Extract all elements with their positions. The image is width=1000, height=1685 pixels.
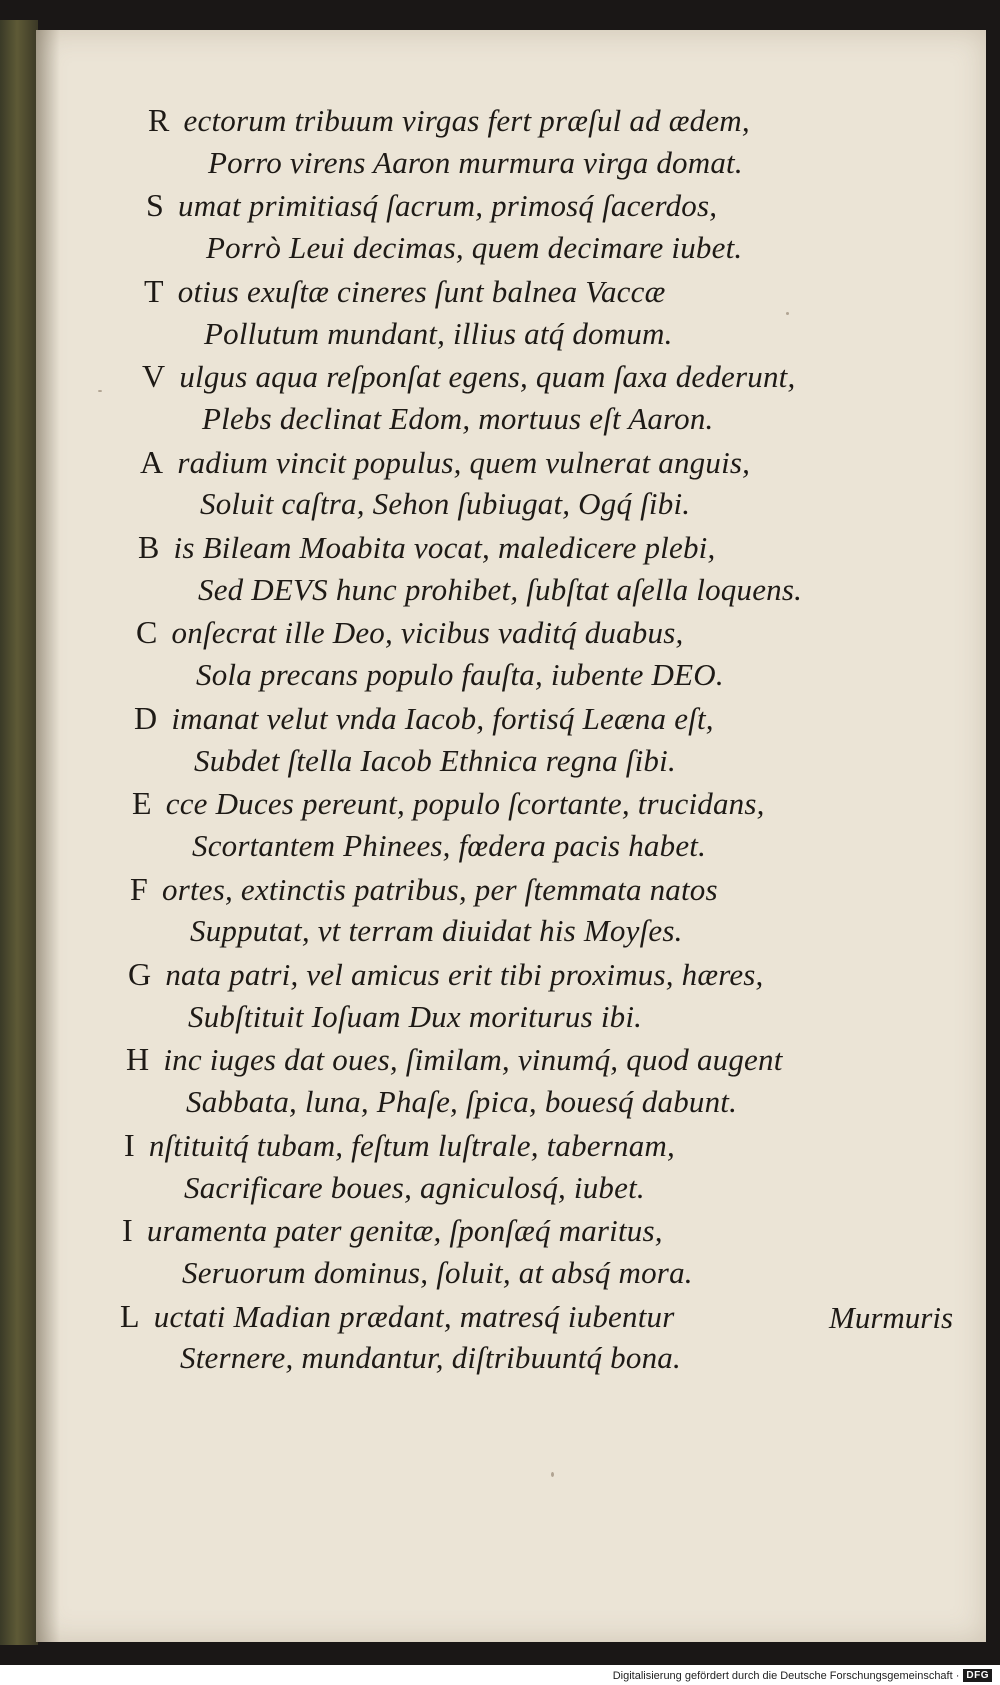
verse-text: Sola precans populo fauſta, iubente DEO. — [196, 657, 724, 693]
verse-line — [124, 1127, 675, 1164]
verse-line — [130, 871, 718, 908]
verse-text: is Bileam Moabita vocat, maledicere plebi, — [173, 530, 716, 565]
verse-text: ortes, extinctis patribus, per ſtemmata natos — [162, 871, 718, 907]
verse-initial: T — [144, 272, 164, 309]
verse-continuation-line — [180, 1340, 681, 1376]
verse-continuation-line — [184, 1170, 645, 1206]
book-page — [36, 30, 986, 1642]
verse-initial: C — [136, 614, 158, 651]
verse-line — [142, 358, 795, 395]
verse-line — [122, 1212, 663, 1249]
dfg-logo: DFG — [963, 1669, 992, 1682]
verse-continuation-line — [196, 657, 724, 693]
verse-text: Soluit caſtra, Sehon ſubiugat, Ogq́ ſibi. — [200, 486, 691, 522]
verse-initial: R — [148, 102, 170, 138]
verse-line — [120, 1298, 674, 1335]
verse-text: Sacrificare boues, agniculosq́, iubet. — [184, 1169, 645, 1205]
verse-continuation-line — [186, 1084, 737, 1120]
book-spine — [0, 20, 38, 1645]
verse-text: Subdet ſtella Iacob Ethnica regna ſibi. — [194, 742, 676, 778]
verse-text: imanat velut vnda Iacob, fortisq́ Leæna eſt, — [171, 700, 714, 736]
verse-text: ectorum tribuum virgas fert præſul ad ædem, — [183, 103, 750, 138]
verse-initial: I — [122, 1212, 133, 1249]
verse-continuation-line — [198, 572, 802, 608]
verse-list — [36, 30, 986, 1642]
verse-text: Subſtituit Ioſuam Dux moriturus ibi. — [188, 998, 643, 1034]
verse-text: Scortantem Phinees, fœdera pacis habet. — [192, 827, 707, 863]
page-gutter-shadow — [36, 30, 60, 1642]
verse-text: Sabbata, luna, Phaſe, ſpica, bouesq́ dabunt. — [186, 1084, 738, 1120]
verse-line — [132, 785, 765, 822]
verse-initial: E — [132, 785, 152, 822]
verse-line — [140, 444, 750, 481]
verse-line — [136, 614, 683, 651]
verse-text: ulgus aqua reſponſat egens, quam ſaxa dederunt, — [179, 359, 796, 395]
catchword: Murmuris — [829, 1300, 954, 1335]
verse-initial: B — [138, 529, 160, 565]
verse-continuation-line — [182, 1255, 693, 1291]
verse-line — [146, 187, 717, 224]
verse-text: otius exuſtæ cineres ſunt balnea Vaccæ — [177, 273, 666, 309]
verse-text: Supputat, vt terram diuidat his Moyſes. — [190, 913, 683, 949]
verse-initial: H — [126, 1041, 150, 1078]
verse-continuation-line — [204, 316, 673, 352]
verse-initial: G — [128, 956, 152, 992]
verse-continuation-line — [194, 743, 676, 779]
verse-line — [138, 529, 715, 566]
verse-line — [148, 102, 750, 139]
footer-text: Digitalisierung gefördert durch die Deutsche Forschungsgemeinschaft · — [612, 1669, 960, 1682]
verse-text: Pollutum mundant, illius atq́ domum. — [204, 315, 673, 351]
verse-text: uramenta pater genitæ, ſponſæq́ maritus, — [146, 1213, 663, 1249]
verse-text: Seruorum dominus, ſoluit, at absq́ mora. — [182, 1254, 693, 1290]
verse-text: Sed DEVS hunc prohibet, ſubſtat aſella loquens. — [198, 571, 803, 607]
verse-continuation-line — [202, 401, 714, 437]
verse-initial: V — [142, 358, 166, 395]
paper-speck — [98, 390, 102, 392]
verse-text: Porro virens Aaron murmura virga domat. — [208, 144, 743, 180]
verse-initial: I — [124, 1126, 135, 1163]
verse-initial: D — [134, 699, 158, 736]
verse-initial: L — [120, 1297, 140, 1334]
verse-text: nata patri, vel amicus erit tibi proximus, hæres, — [165, 957, 764, 992]
verse-text: inc iuges dat oues, ſimilam, vinumq́, quod augent — [163, 1042, 783, 1078]
verse-continuation-line — [188, 999, 642, 1035]
verse-text: umat primitiasq́ ſacrum, primosq́ ſacerdos, — [178, 188, 718, 224]
verse-initial: F — [130, 870, 148, 907]
verse-continuation-line — [192, 828, 706, 864]
verse-initial: S — [146, 187, 164, 224]
verse-text: radium vincit populus, quem vulnerat anguis, — [177, 444, 751, 480]
verse-line — [144, 273, 665, 310]
verse-line — [126, 1041, 783, 1078]
paper-speck — [786, 312, 789, 315]
verse-text: Sternere, mundantur, diſtribuuntq́ bona. — [180, 1340, 681, 1376]
verse-text: uctati Madian prædant, matresq́ iubentur — [153, 1298, 675, 1334]
verse-text: cce Duces pereunt, populo ſcortante, trucidans, — [165, 786, 765, 822]
verse-continuation-line — [190, 913, 683, 949]
verse-text: Plebs declinat Edom, mortuus eſt Aaron. — [202, 400, 714, 436]
verse-continuation-line — [200, 486, 690, 522]
verse-text: onſecrat ille Deo, vicibus vaditq́ duabus, — [171, 615, 684, 651]
verse-continuation-line — [208, 145, 743, 181]
verse-text: Porrò Leui decimas, quem decimare iubet. — [206, 230, 743, 266]
verse-line — [128, 956, 764, 993]
footer-credit — [613, 1666, 992, 1685]
paper-speck — [551, 1472, 554, 1477]
verse-line — [134, 700, 714, 737]
verse-initial: A — [140, 443, 164, 480]
verse-continuation-line — [206, 230, 742, 266]
verse-text: nſtituitq́ tubam, feſtum luſtrale, tabernam, — [148, 1127, 675, 1163]
